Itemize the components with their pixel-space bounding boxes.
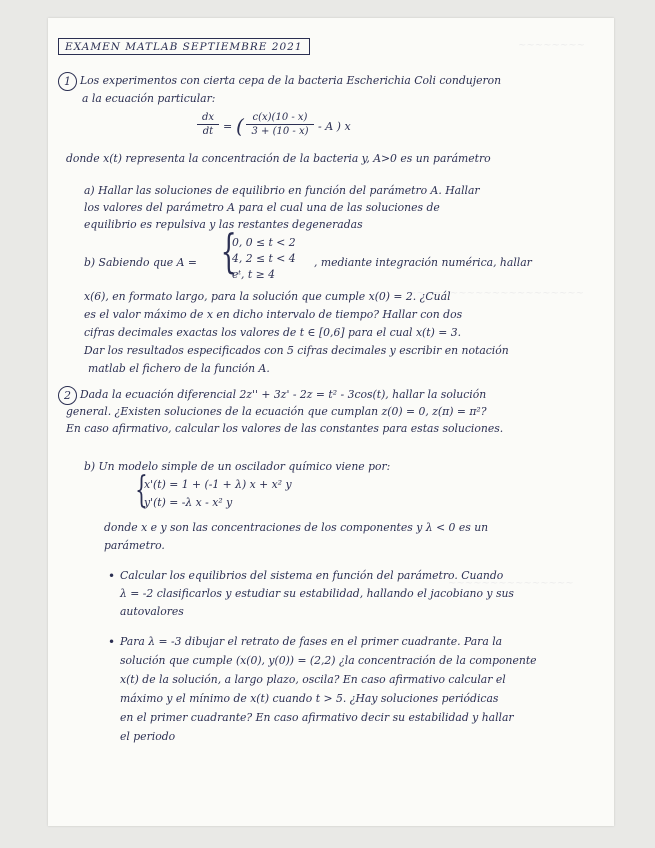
q1b-line: Dar los resultados especificados con 5 cifras decimales y escribir en notación bbox=[84, 344, 509, 357]
bullet2-line: Para λ = -3 dibujar el retrato de fases en el primer cuadrante. Para la bbox=[120, 635, 503, 648]
q1b-line: cifras decimales exactas los valores de t ∈ [0,6] para el cual x(t) = 3. bbox=[84, 326, 462, 339]
q1a-line: a) Hallar las soluciones de equilibrio en función del parámetro A. Hallar bbox=[84, 184, 480, 197]
bullet-dot: • bbox=[108, 569, 116, 583]
eq-fraction-numerator: c(x)(10 - x) bbox=[252, 112, 308, 123]
q1-intro-line: Los experimentos con cierta cepa de la bacteria Escherichia Coli condujeron bbox=[80, 74, 502, 87]
exam-title: EXAMEN MATLAB SEPTIEMBRE 2021 bbox=[58, 38, 310, 55]
show-through: ~~~~~~~~ bbox=[518, 40, 586, 51]
bullet1-line: λ = -2 clasificarlos y estudiar su estabilidad, hallando el jacobiano y sus bbox=[120, 587, 514, 600]
q1a-line: equilibrio es repulsiva y las restantes degeneradas bbox=[84, 218, 363, 231]
bullet2-line: solución que cumple (x(0), y(0)) = (2,2) ¿la concentración de la componente bbox=[120, 654, 537, 667]
q1b-intro: b) Sabiendo que A = bbox=[84, 256, 197, 269]
q2b-intro: b) Un modelo simple de un oscilador químico viene por: bbox=[84, 460, 391, 473]
exam-sheet bbox=[48, 18, 614, 826]
q1-eq-lhs bbox=[197, 112, 219, 137]
bullet2-line: el periodo bbox=[120, 730, 176, 743]
piecewise-case: 0, 0 ≤ t < 2 bbox=[232, 236, 296, 249]
eq-tail: - A ) x bbox=[318, 120, 351, 133]
eq-equals: = bbox=[223, 120, 233, 133]
eq-fraction-denominator: 3 + (10 - x) bbox=[251, 126, 309, 137]
eq-lhs-numerator: dx bbox=[201, 112, 215, 123]
q2a-line: En caso afirmativo, calcular los valores de las constantes para estas soluciones. bbox=[66, 422, 504, 435]
fraction-bar bbox=[246, 124, 314, 125]
q1-definition-line: donde x(t) representa la concentración de la bacteria y, A>0 es un parámetro bbox=[66, 152, 491, 165]
piecewise-case: 4, 2 ≤ t < 4 bbox=[232, 252, 296, 265]
q1-intro-line: a la ecuación particular: bbox=[82, 92, 216, 105]
q1b-intro-cont: , mediante integración numérica, hallar bbox=[314, 256, 532, 269]
system-brace: { bbox=[135, 470, 148, 511]
q1b-line: x(6), en formato largo, para la solución que cumple x(0) = 2. ¿Cuál bbox=[84, 290, 451, 303]
q1-eq-fraction bbox=[246, 112, 314, 137]
fraction-bar bbox=[197, 124, 219, 125]
show-through: ~~~~~~~~~~~~~~~ bbox=[448, 578, 574, 589]
piecewise-brace: { bbox=[220, 224, 237, 278]
system-equation: y'(t) = -λ x - x² y bbox=[144, 496, 233, 509]
show-through: ~~~~~~~~~~~~~~~~~~~~~ bbox=[408, 288, 584, 299]
bullet2-line: en el primer cuadrante? En caso afirmativo decir su estabilidad y hallar bbox=[120, 711, 514, 724]
bullet2-line: x(t) de la solución, a largo plazo, oscila? En caso afirmativo calcular el bbox=[120, 673, 506, 686]
q1b-line: es el valor máximo de x en dicho intervalo de tiempo? Hallar con dos bbox=[84, 308, 463, 321]
bullet1-line: autovalores bbox=[120, 605, 184, 618]
eq-open-paren: ( bbox=[236, 114, 244, 138]
eq-lhs-denominator: dt bbox=[202, 126, 214, 137]
bullet1-line: Calcular los equilibrios del sistema en función del parámetro. Cuando bbox=[120, 569, 504, 582]
bullet-dot: • bbox=[108, 635, 116, 649]
question-1-number: 1 bbox=[58, 72, 77, 91]
question-2-number: 2 bbox=[58, 386, 77, 405]
q1a-line: los valores del parámetro A para el cual una de las soluciones de bbox=[84, 201, 440, 214]
system-equation: x'(t) = 1 + (-1 + λ) x + x² y bbox=[144, 478, 292, 491]
q2a-line: general. ¿Existen soluciones de la ecuación que cumplan z(0) = 0, z(π) = π²? bbox=[66, 405, 487, 418]
q2b-line: parámetro. bbox=[104, 539, 165, 552]
q2b-line: donde x e y son las concentraciones de los componentes y λ < 0 es un bbox=[104, 521, 489, 534]
bullet2-line: máximo y el mínimo de x(t) cuando t > 5. ¿Hay soluciones periódicas bbox=[120, 692, 499, 705]
q1b-line: matlab el fichero de la función A. bbox=[88, 362, 270, 375]
q2a-line: Dada la ecuación diferencial 2z'' + 3z' - 2z = t² - 3cos(t), hallar la solución bbox=[80, 388, 487, 401]
piecewise-case: eᵗ, t ≥ 4 bbox=[232, 268, 276, 281]
